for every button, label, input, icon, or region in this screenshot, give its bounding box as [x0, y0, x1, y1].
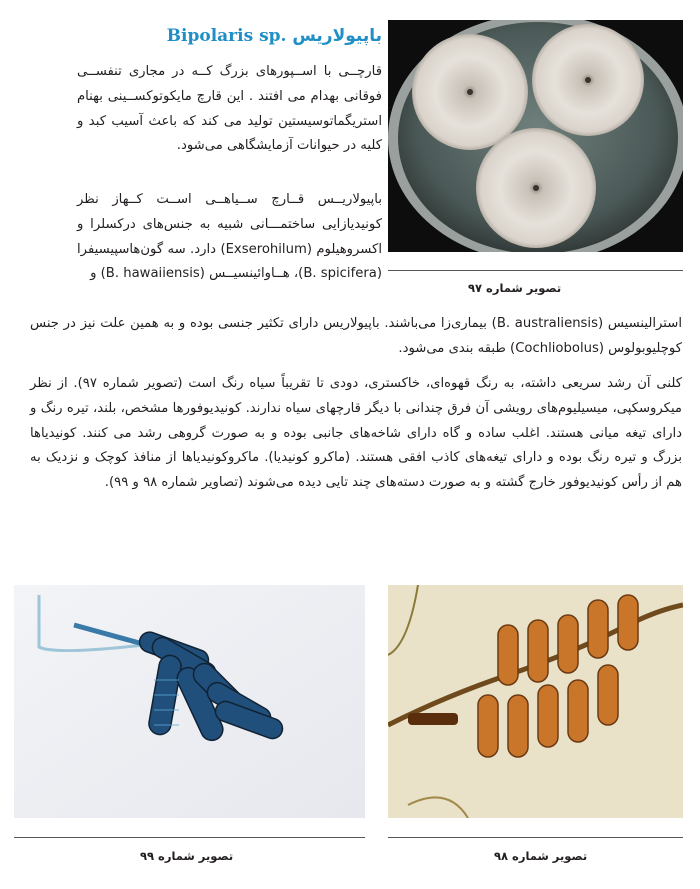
title-persian: باپیولاریس — [292, 26, 382, 46]
figure-99-rule — [14, 837, 365, 838]
paragraph-colony: کلنی آن رشد سریعی داشته، به رنگ قهوه‌ای، خاکستری، دودی تا تقریباً سیاه رنگ است (تصویر شماره ۹۷). از نظر میکروسکپی، میسیلیوم‌های رویشی آن فرق چندانی با دیگر قارچهای سیاه ندارند. کونیدیوفورها مشخص، بلند، تیره رنگ و دارای تیغه میانی هستند. اغلب ساده و گاه دارای شاخه‌های جانبی بوده و به صورت گروهی رشد می کنند. کونیدیاها بزرگ و تیره رنگ بوده و دارای تیغه‌های کاذب افقی هستند. (ماکرو کونیدیا). ماکروکونیدیاها از منافذ کوچک و نزدیک به هم از رأس کونیدیوفور خارج گشته و به صورت دسته‌های چند تایی دیده می‌شوند (تصاویر شماره ۹۸ و ۹۹). — [30, 376, 682, 491]
figure-98-rule — [388, 837, 683, 838]
paragraph-intro: قارچــی با اســپورهای بزرگ کــه در مجاری تنفســی فوقانی بهدام می افتند . این قارچ مایکوتوکســینی بهنام استریگماتوسیستین تولید می کند که باعث آسیب کبد و کلیه در حیوانات آزمایشگاهی می‌شود. — [77, 64, 382, 154]
figure-98-caption: تصویر شماره ۹۸ — [494, 849, 588, 863]
paragraph-species: استرالینسیس (B. australiensis) بیماری‌زا می‌باشند. باپیولاریس دارای تکثیر جنسی بوده و به همین علت نیز در جنس کوچلیوبولوس (Cochliobolus) طبقه بندی می‌شود. — [30, 316, 682, 356]
title-latin: Bipolaris sp. — [166, 26, 287, 46]
paragraph-morphology: باپیولاریــس قــارچ ســیاهــی اســت کــهاز نظر کونیدیازایی ساختمـــانی شبیه به جنس‌های درکسلرا و اکسروهیلوم (Exserohilum) دارد. سه گون‌هاسپیسیفرا (B. spicifera)، هــاوائینسیــس (B. hawaiiensis) و — [77, 192, 383, 282]
figure-97-rule — [388, 270, 683, 271]
figure-97-petri-dish-photo — [388, 20, 683, 252]
figure-99-micrograph-blue — [14, 585, 365, 818]
figure-97-caption: تصویر شماره ۹۷ — [468, 281, 562, 295]
figure-98-micrograph-brown — [388, 585, 683, 818]
figure-99-caption: تصویر شماره ۹۹ — [140, 849, 234, 863]
section-title — [42, 26, 382, 46]
